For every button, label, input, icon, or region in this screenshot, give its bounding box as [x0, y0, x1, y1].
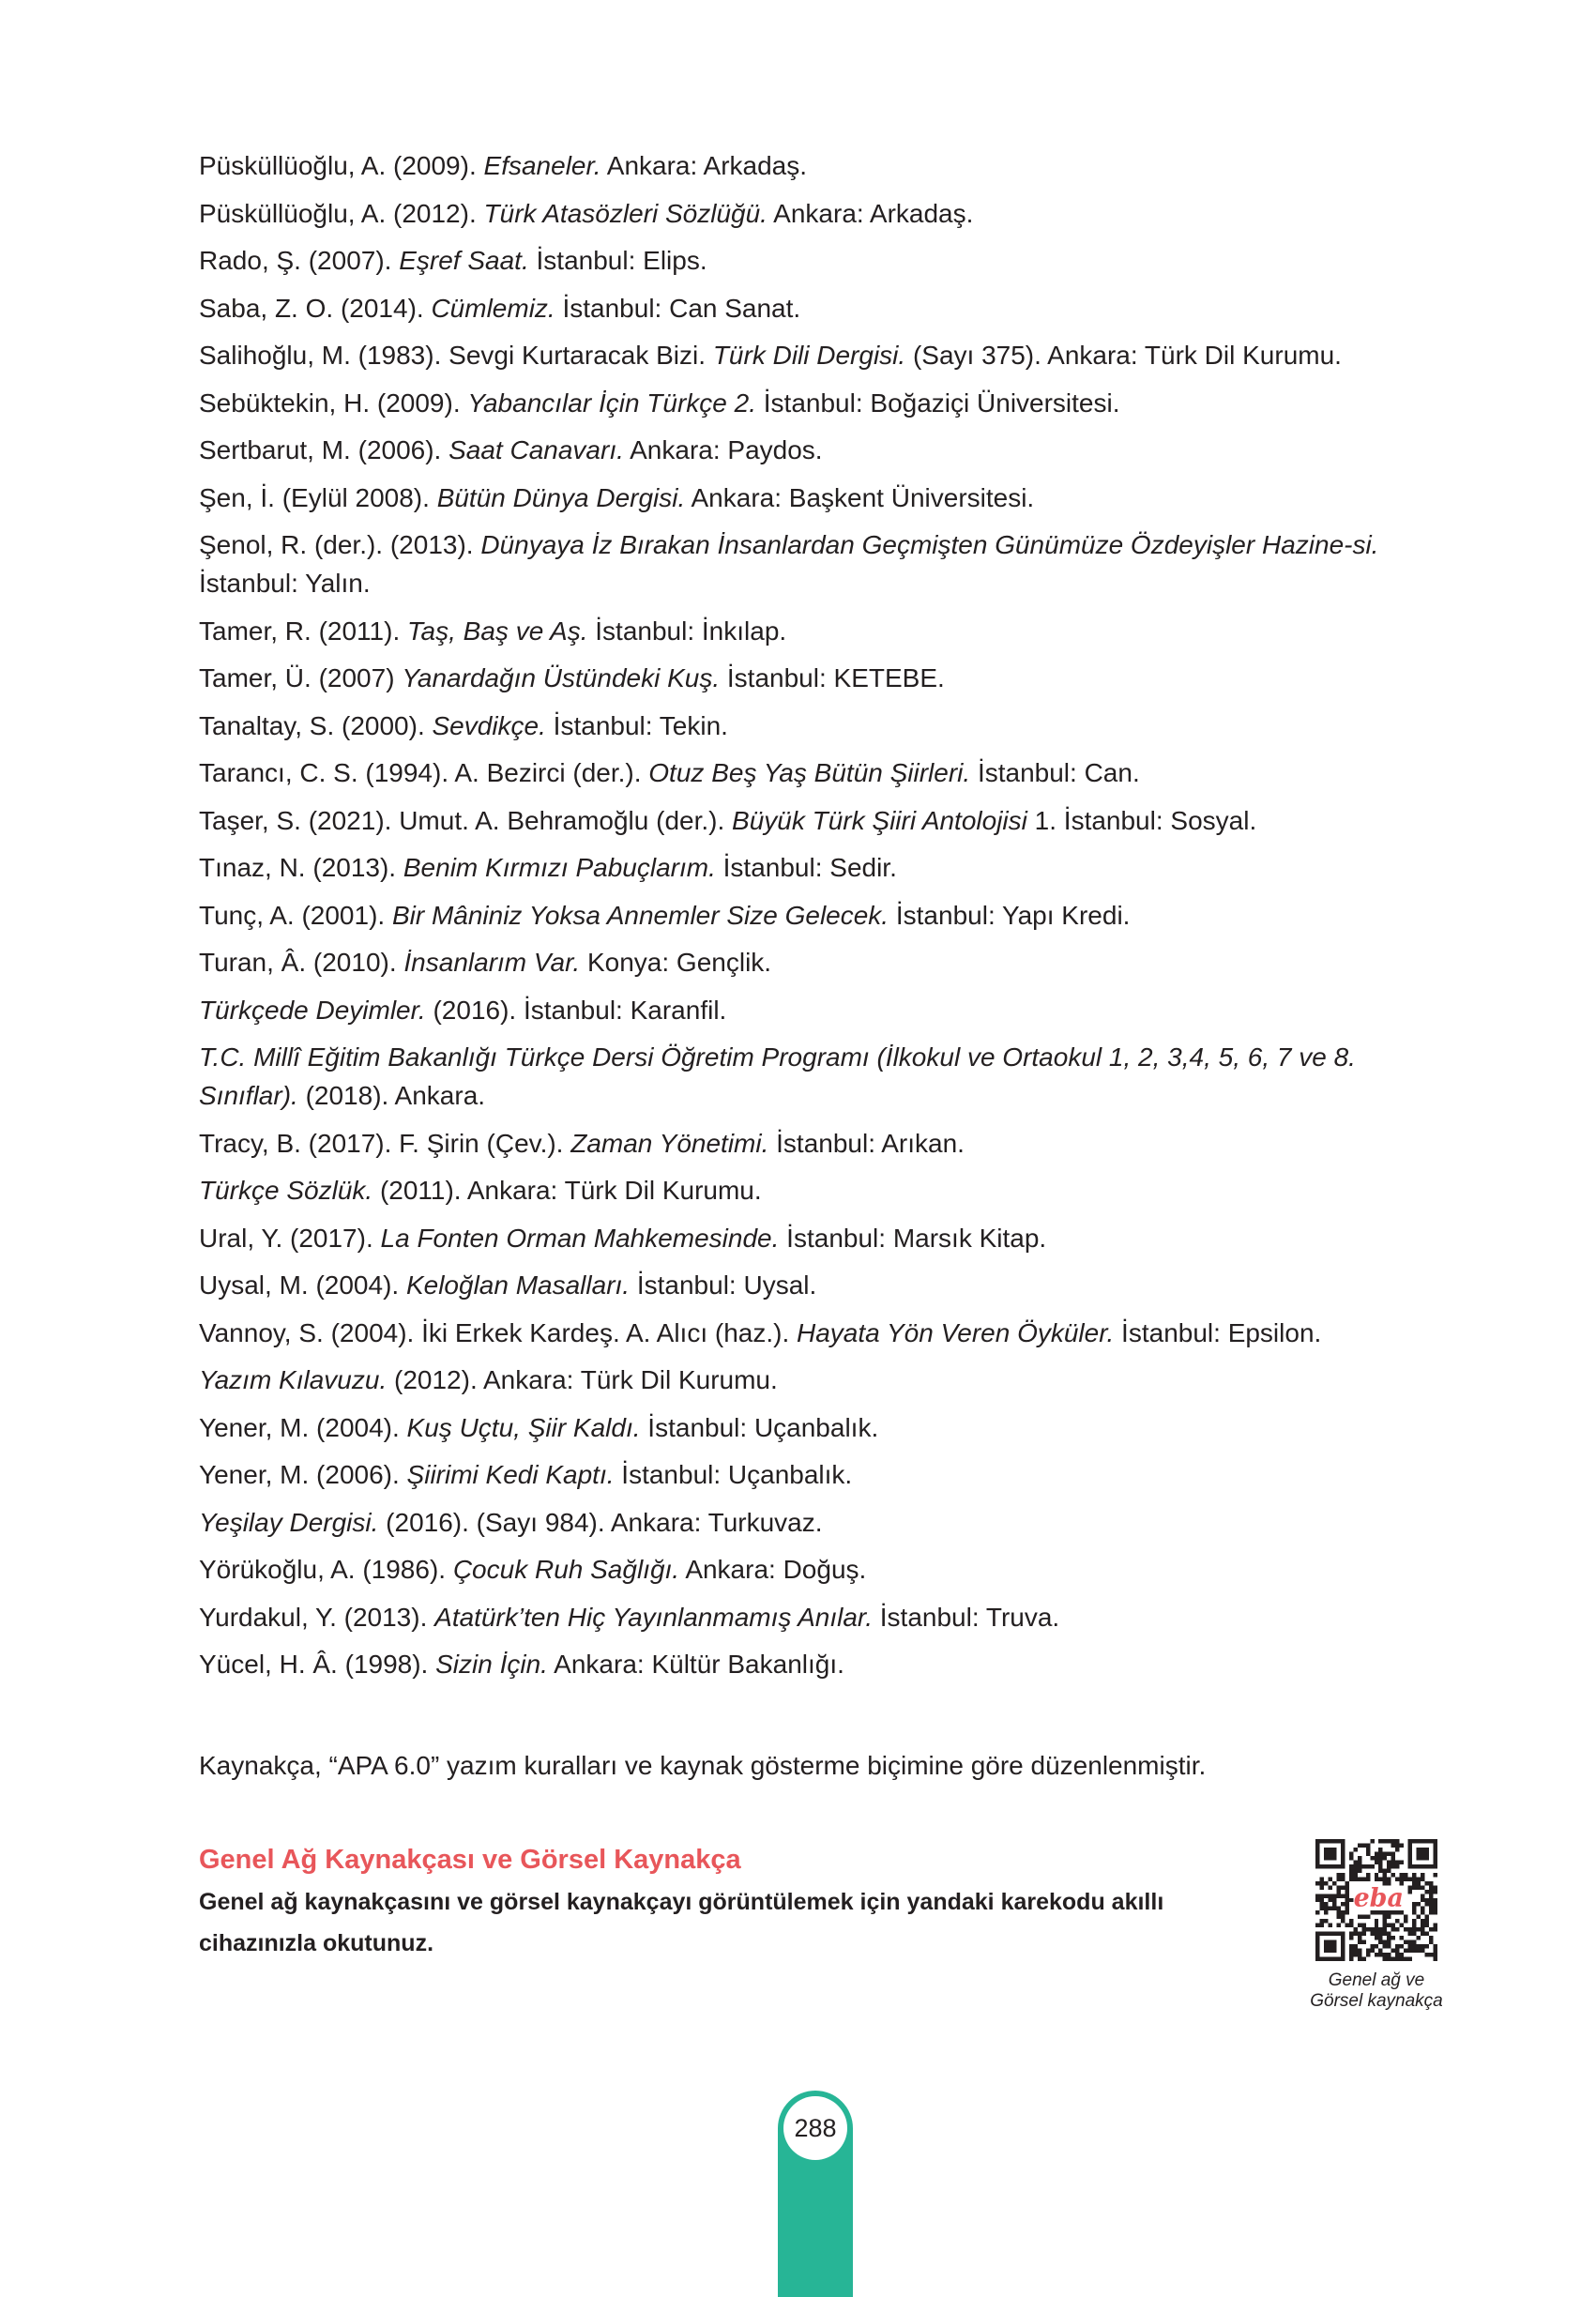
reference-text: Saba, Z. O. (2014).: [199, 293, 432, 323]
reference-text: İstanbul: Elips.: [528, 246, 707, 275]
reference-entry: [199, 1361, 1447, 1399]
reference-text: Konya: Gençlik.: [580, 948, 772, 977]
reference-text: Ankara: Arkadaş.: [600, 151, 808, 180]
reference-text: İstanbul: İnkılap.: [587, 616, 787, 646]
reference-entry: [199, 1455, 1447, 1494]
reference-title: Cümlemiz.: [431, 293, 555, 323]
reference-text: Ankara: Paydos.: [623, 435, 823, 464]
reference-text: İstanbul: Can Sanat.: [555, 293, 801, 323]
reference-title: Türk Dili Dergisi.: [712, 341, 906, 370]
reference-text: (2018). Ankara.: [297, 1081, 486, 1110]
reference-entry: [199, 1038, 1447, 1115]
page-number: 288: [783, 2096, 847, 2160]
reference-entry: [199, 384, 1447, 422]
reference-title: Türk Atasözleri Sözlüğü.: [483, 198, 768, 228]
reference-title: Eşref Saat.: [399, 246, 529, 275]
reference-entry: [199, 431, 1447, 469]
reference-title: Yeşilay Dergisi.: [199, 1507, 379, 1537]
reference-text: Rado, Ş. (2007).: [199, 246, 400, 275]
reference-title: T.C. Millî Eğitim Bakanlığı Türkçe Dersi Öğretim Programı (İlkokul ve Ortaokul 1, 2, 3,4, 5, 6, 7 ve 8. Sınıflar).: [199, 1042, 1356, 1110]
reference-text: Uysal, M. (2004).: [199, 1270, 406, 1300]
reference-text: İstanbul: Sedir.: [715, 853, 897, 882]
reference-list: [199, 146, 1447, 1693]
reference-entry: [199, 707, 1447, 745]
qr-caption-line-2: Görsel kaynakça: [1310, 1991, 1443, 2011]
qr-caption-line-1: Genel ağ ve: [1328, 1970, 1425, 1990]
qr-block: [1306, 1839, 1447, 2012]
reference-title: Benim Kırmızı Pabuçlarım.: [403, 853, 716, 882]
reference-text: Şen, İ. (Eylül 2008).: [199, 482, 437, 512]
reference-title: Yabancılar İçin Türkçe 2.: [467, 388, 756, 418]
reference-text: İstanbul: Epsilon.: [1114, 1317, 1322, 1347]
reference-title: Türkçe Sözlük.: [199, 1176, 373, 1205]
eba-logo-text: eba: [1353, 1883, 1404, 1913]
reference-entry: [199, 1266, 1447, 1304]
reference-text: Tamer, R. (2011).: [199, 616, 408, 646]
reference-entry: [199, 1219, 1447, 1257]
reference-title: Çocuk Ruh Sağlığı.: [452, 1555, 680, 1584]
reference-title: Taş, Baş ve Aş.: [407, 616, 588, 646]
reference-text: Sertbarut, M. (2006).: [199, 435, 449, 464]
reference-title: Bütün Dünya Dergisi.: [436, 482, 686, 512]
reference-text: Ural, Y. (2017).: [199, 1223, 381, 1253]
reference-title: Keloğlan Masalları.: [405, 1270, 631, 1300]
reference-entry: [199, 525, 1447, 602]
reference-text: Turan, Â. (2010).: [199, 948, 404, 977]
reference-entry: [199, 289, 1447, 327]
reference-text: Vannoy, S. (2004). İki Erkek Kardeş. A. Alıcı (haz.).: [199, 1317, 798, 1347]
reference-entry: [199, 479, 1447, 517]
reference-title: İnsanlarım Var.: [403, 948, 581, 977]
reference-text: Salihoğlu, M. (1983). Sevgi Kurtaracak Bizi.: [199, 341, 713, 370]
reference-entry: [199, 241, 1447, 280]
reference-title: Büyük Türk Şiiri Antolojisi: [732, 805, 1027, 835]
reference-text: (Sayı 375). Ankara: Türk Dil Kurumu.: [905, 341, 1342, 370]
apa-note: Kaynakça, “APA 6.0” yazım kuralları ve kaynak gösterme biçimine göre düzenlenmiştir.: [199, 1751, 1207, 1780]
reference-text: İstanbul: Arıkan.: [768, 1128, 965, 1158]
qr-caption: [1306, 1970, 1447, 2012]
reference-title: Şiirimi Kedi Kaptı.: [406, 1460, 615, 1489]
reference-entry: [199, 896, 1447, 935]
reference-entry: [199, 1314, 1447, 1352]
reference-text: Yurdakul, Y. (2013).: [199, 1602, 435, 1632]
reference-title: Hayata Yön Veren Öyküler.: [797, 1317, 1115, 1347]
reference-text: Ankara: Arkadaş.: [767, 198, 974, 228]
reference-text: (2012). Ankara: Türk Dil Kurumu.: [387, 1365, 778, 1394]
reference-title: Sizin İçin.: [435, 1650, 548, 1679]
reference-text: İstanbul: Can.: [970, 758, 1140, 787]
reference-text: İstanbul: Truva.: [873, 1602, 1060, 1632]
reference-text: Taşer, S. (2021). Umut. A. Behramoğlu (der.).: [199, 805, 733, 835]
reference-entry: [199, 336, 1447, 374]
reference-entry: [199, 801, 1447, 840]
reference-text: Yörükoğlu, A. (1986).: [199, 1555, 453, 1584]
reference-text: Yücel, H. Â. (1998).: [199, 1650, 436, 1679]
reference-entry: [199, 194, 1447, 233]
reference-text: İstanbul: Boğaziçi Üniversitesi.: [756, 388, 1120, 418]
reference-title: Zaman Yönetimi.: [570, 1128, 769, 1158]
reference-entry: [199, 848, 1447, 887]
reference-entry: [199, 1550, 1447, 1589]
reference-text: Tarancı, C. S. (1994). A. Bezirci (der.).: [199, 758, 649, 787]
reference-text: Tanaltay, S. (2000).: [199, 710, 433, 740]
reference-entry: [199, 612, 1447, 650]
web-references-heading: Genel Ağ Kaynakçası ve Görsel Kaynakça: [199, 1845, 741, 1875]
reference-text: İstanbul: Uysal.: [630, 1270, 817, 1300]
reference-text: Yener, M. (2006).: [199, 1460, 407, 1489]
reference-text: Tracy, B. (2017). F. Şirin (Çev.).: [199, 1128, 571, 1158]
reference-title: Otuz Beş Yaş Bütün Şiirleri.: [648, 758, 971, 787]
reference-title: Türkçede Deyimler.: [199, 995, 426, 1025]
reference-entry: [199, 943, 1447, 981]
reference-text: Püsküllüoğlu, A. (2009).: [199, 151, 484, 180]
qr-code-icon[interactable]: [1315, 1839, 1437, 1961]
reference-text: Ankara: Doğuş.: [679, 1555, 867, 1584]
web-references-instructions: Genel ağ kaynakçasını ve görsel kaynakçayı görüntülemek için yandaki karekodu akıllı cihazınızla okutunuz.: [199, 1889, 1164, 1956]
reference-entry: [199, 1645, 1447, 1683]
reference-text: İstanbul: Yapı Kredi.: [889, 900, 1131, 930]
reference-title: Efsaneler.: [483, 151, 601, 180]
reference-title: La Fonten Orman Mahkemesinde.: [380, 1223, 780, 1253]
reference-title: Yanardağın Üstündeki Kuş.: [402, 663, 721, 692]
reference-text: Tamer, Ü. (2007): [199, 663, 403, 692]
reference-title: Bir Mâniniz Yoksa Annemler Size Gelecek.: [391, 900, 889, 930]
reference-entry: [199, 753, 1447, 792]
reference-entry: [199, 1503, 1447, 1542]
reference-entry: [199, 1124, 1447, 1163]
reference-text: Yener, M. (2004).: [199, 1412, 407, 1442]
reference-entry: [199, 991, 1447, 1029]
reference-text: İstanbul: Yalın.: [199, 569, 371, 598]
reference-text: Ankara: Başkent Üniversitesi.: [685, 482, 1035, 512]
reference-title: Kuş Uçtu, Şiir Kaldı.: [406, 1412, 641, 1442]
reference-title: Saat Canavarı.: [448, 435, 624, 464]
reference-text: İstanbul: Marsık Kitap.: [779, 1223, 1047, 1253]
reference-text: 1. İstanbul: Sosyal.: [1026, 805, 1257, 835]
reference-entry: [199, 1171, 1447, 1209]
reference-text: Tunç, A. (2001).: [199, 900, 392, 930]
reference-entry: [199, 1598, 1447, 1636]
reference-text: Ankara: Kültür Bakanlığı.: [547, 1650, 844, 1679]
reference-title: Atatürk’ten Hiç Yayınlanmamış Anılar.: [434, 1602, 873, 1632]
reference-title: Sevdikçe.: [432, 710, 546, 740]
reference-text: Sebüktekin, H. (2009).: [199, 388, 468, 418]
reference-title: Yazım Kılavuzu.: [199, 1365, 388, 1394]
reference-text: İstanbul: Uçanbalık.: [614, 1460, 853, 1489]
reference-entry: [199, 146, 1447, 185]
reference-entry: [199, 1408, 1447, 1447]
reference-text: İstanbul: Tekin.: [545, 710, 728, 740]
reference-text: (2011). Ankara: Türk Dil Kurumu.: [372, 1176, 762, 1205]
reference-text: İstanbul: Uçanbalık.: [640, 1412, 879, 1442]
reference-text: Tınaz, N. (2013).: [199, 853, 403, 882]
reference-text: (2016). (Sayı 984). Ankara: Turkuvaz.: [378, 1507, 823, 1537]
reference-text: Püsküllüoğlu, A. (2012).: [199, 198, 484, 228]
reference-entry: [199, 659, 1447, 697]
reference-title: Dünyaya İz Bırakan İnsanlardan Geçmişten Günümüze Özdeyişler Hazine-si.: [480, 530, 1379, 559]
reference-text: Şenol, R. (der.). (2013).: [199, 530, 481, 559]
reference-text: (2016). İstanbul: Karanfil.: [425, 995, 727, 1025]
reference-text: İstanbul: KETEBE.: [720, 663, 945, 692]
